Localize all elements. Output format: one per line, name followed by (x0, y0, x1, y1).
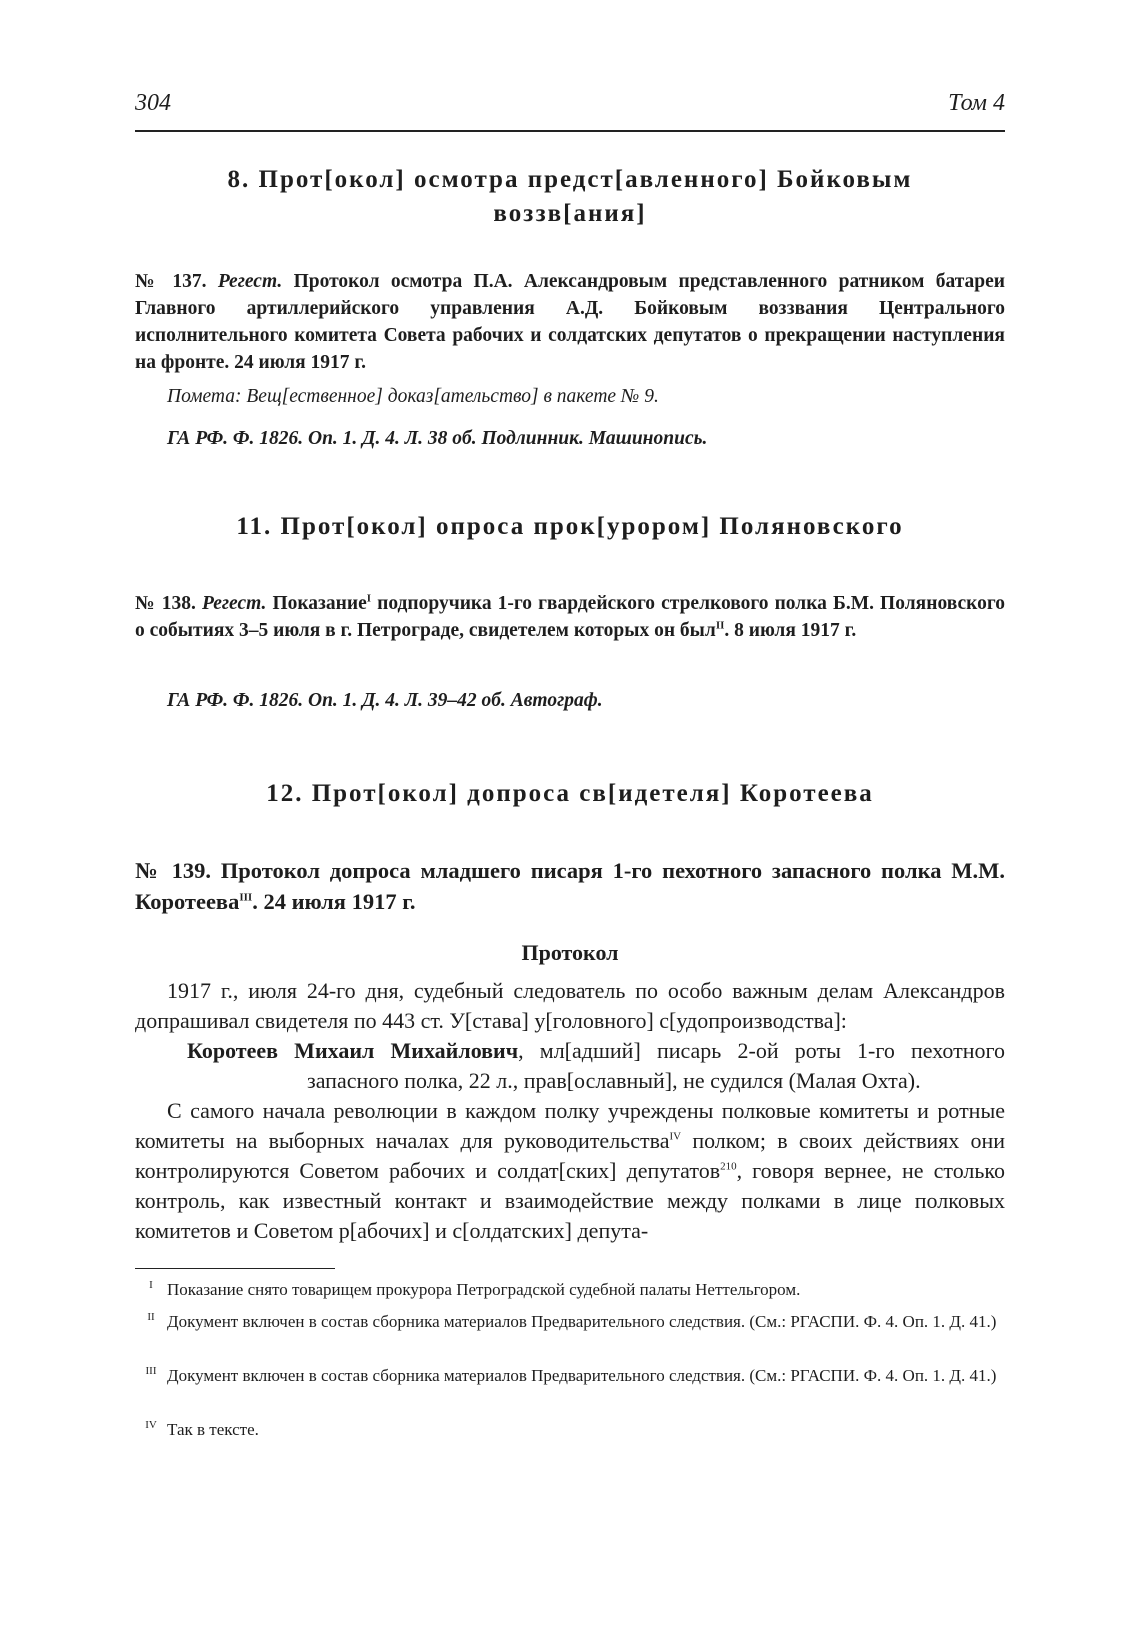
footnote: IV Так в тексте. (145, 1419, 259, 1439)
doc-139-heading: № 139. Протокол допроса младшего писаря 1-го пехотного запасного полка М.М. Коротеева$^{III}$. 24 июля 1917 г. (135, 858, 1005, 914)
regest-label: Регест. (217, 271, 283, 292)
footnote-ref: I (366, 592, 372, 605)
doc-138-regest: № 138. Регест. Показание$^I$ подпоручика 1-го гвардейского стрелкового полка Б.М. Поляновского о событиях 3–5 июля в г. Петрограде, свидетелем которых он был$^{II}$. 8 июля 1917 г. (135, 592, 1005, 641)
footnote-ref: II (715, 619, 725, 632)
regest-text: Протокол осмотра П.А. Александровым представленного ратником батареи Главного артиллерийского управления А.Д. Бойковым воззвания Центрального исполнительного комитета Совета рабочих и солдатских депутатов о прекращении наступления на фронте. 24 июля 1917 г. (135, 271, 1005, 373)
doc-number: № 138. (135, 593, 196, 614)
footnote: II Документ включен в состав сборника материалов Предварительного следствия. (См.: РГАСПИ. Ф. 4. Оп. 1. Д. 41.) (147, 1311, 997, 1331)
doc-number: № 137. (135, 271, 207, 292)
footnote-rule (135, 1268, 335, 1269)
paragraph: 1917 г., июля 24-го дня, судебный следователь по особо важным делам Александров допрашивал свидетеля по 443 ст. У[става] у[головного] с[удопроизводства]: (135, 978, 1005, 1033)
volume-label: Том 4 (948, 90, 1005, 116)
section-11-title: 11. Прот[окол] опроса прок[урором] Поляновского (236, 513, 904, 540)
section-8-title: 8. Прот[окол] осмотра предст[авленного] Бойковым воззв[ания] (227, 166, 913, 227)
regest-label: Регест. (201, 593, 267, 614)
witness-line: Коротеев Михаил Михайлович, мл[адший] писарь 2-ой роты 1-го пехотного запасного полка, 22 л., прав[ославный], не судился (Малая Охта). (187, 1038, 1005, 1093)
doc-137-regest (135, 268, 1005, 376)
section-12-title: 12. Прот[окол] допроса св[идетеля] Коротеева (266, 780, 874, 807)
paragraph: С самого начала революции в каждом полку учреждены полковые комитеты и ротные комитеты на выборных началах для руководительства$^{IV}$ полком; в своих действиях они контролируются Советом рабочих и солдат[ских] депутатов$^{210}$, говоря вернее, не столько контроль, как известный контакт и взаимодействие между полками в лице полковых комитетов и Советом р[абочих] и с[олдатских] депута- (135, 1098, 1006, 1243)
footnote-ref: IV (669, 1130, 682, 1143)
running-header (135, 90, 1005, 132)
doc-137-archive: ГА РФ. Ф. 1826. Оп. 1. Д. 4. Л. 38 об. Подлинник. Машинопись. (167, 428, 708, 449)
footnote: I Показание снято товарищем прокурора Петроградской судебной палаты Неттельгором. (149, 1279, 801, 1299)
witness-name: Коротеев Михаил Михайлович (187, 1038, 519, 1063)
page-number: 304 (135, 90, 171, 116)
doc-137-note: Помета: Вещ[ественное] доказ[ательство] в пакете № 9. (167, 386, 659, 407)
protocol-title: Протокол (521, 940, 619, 965)
protocol-body (135, 976, 1005, 1246)
doc-138-archive: ГА РФ. Ф. 1826. Оп. 1. Д. 4. Л. 39–42 об. Автограф. (167, 690, 603, 711)
endnote-ref: 210 (720, 1160, 737, 1173)
footnote-ref: III (239, 891, 253, 904)
footnote: III Документ включен в состав сборника материалов Предварительного следствия. (См.: РГАСПИ. Ф. 4. Оп. 1. Д. 41.) (145, 1365, 997, 1385)
